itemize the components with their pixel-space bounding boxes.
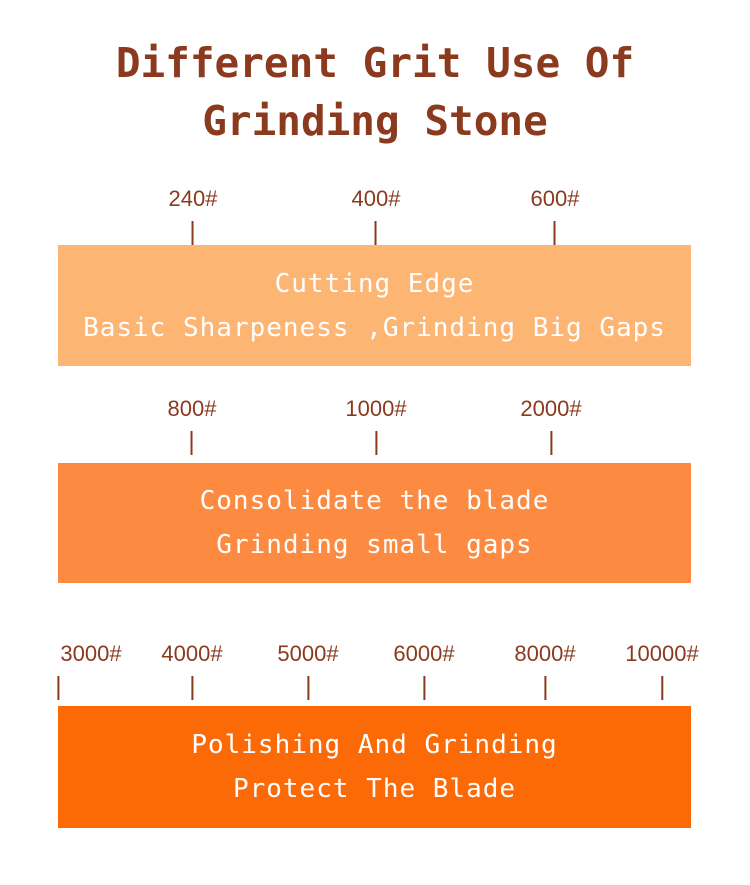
grit-label: 5000# bbox=[277, 641, 339, 666]
grit-tick-3000 bbox=[60, 642, 121, 700]
tick-mark bbox=[375, 431, 377, 455]
grit-label: 3000# bbox=[60, 641, 122, 666]
band-cutting-edge bbox=[58, 245, 691, 366]
tick-mark bbox=[375, 221, 377, 245]
tick-mark bbox=[191, 676, 193, 700]
tick-mark bbox=[191, 431, 193, 455]
grit-label: 600# bbox=[530, 186, 580, 211]
grit-tick-1000 bbox=[345, 397, 406, 455]
grit-tick-6000 bbox=[393, 642, 454, 700]
grit-label: 240# bbox=[168, 186, 218, 211]
title-line-1: Different Grit Use Of bbox=[115, 39, 635, 87]
grit-label: 2000# bbox=[520, 396, 582, 421]
grit-tick-5000 bbox=[277, 642, 338, 700]
tick-mark bbox=[423, 676, 425, 700]
page-title bbox=[0, 34, 750, 150]
tick-mark bbox=[554, 221, 556, 245]
band-heading: Consolidate the blade bbox=[199, 486, 550, 516]
tick-mark bbox=[661, 676, 663, 700]
tick-mark bbox=[192, 221, 194, 245]
tick-mark bbox=[57, 676, 59, 700]
band-description: Grinding small gaps bbox=[216, 530, 533, 560]
title-line-2: Grinding Stone bbox=[202, 97, 548, 145]
grit-tick-8000 bbox=[514, 642, 575, 700]
grit-tick-400 bbox=[352, 187, 401, 245]
grit-tick-600 bbox=[531, 187, 580, 245]
grit-label: 4000# bbox=[161, 641, 223, 666]
tick-mark bbox=[544, 676, 546, 700]
band-description: Protect The Blade bbox=[232, 774, 517, 804]
band-consolidate bbox=[58, 463, 691, 583]
grit-tick-240 bbox=[169, 187, 218, 245]
grit-label: 10000# bbox=[625, 641, 699, 666]
grit-tick-4000 bbox=[161, 642, 222, 700]
grit-tick-2000 bbox=[520, 397, 581, 455]
grit-tick-800 bbox=[168, 397, 217, 455]
band-heading: Cutting Edge bbox=[274, 268, 475, 299]
band-heading: Polishing And Grinding bbox=[191, 730, 558, 760]
band-description: Basic Sharpeness ,Grinding Big Gaps bbox=[83, 312, 666, 343]
grit-tick-10000 bbox=[625, 642, 698, 700]
grit-label: 1000# bbox=[345, 396, 407, 421]
grit-label: 6000# bbox=[393, 641, 455, 666]
grit-label: 400# bbox=[351, 186, 401, 211]
band-polishing bbox=[58, 706, 691, 828]
tick-mark bbox=[550, 431, 552, 455]
tick-mark bbox=[307, 676, 309, 700]
grit-label: 8000# bbox=[514, 641, 576, 666]
grit-label: 800# bbox=[167, 396, 217, 421]
